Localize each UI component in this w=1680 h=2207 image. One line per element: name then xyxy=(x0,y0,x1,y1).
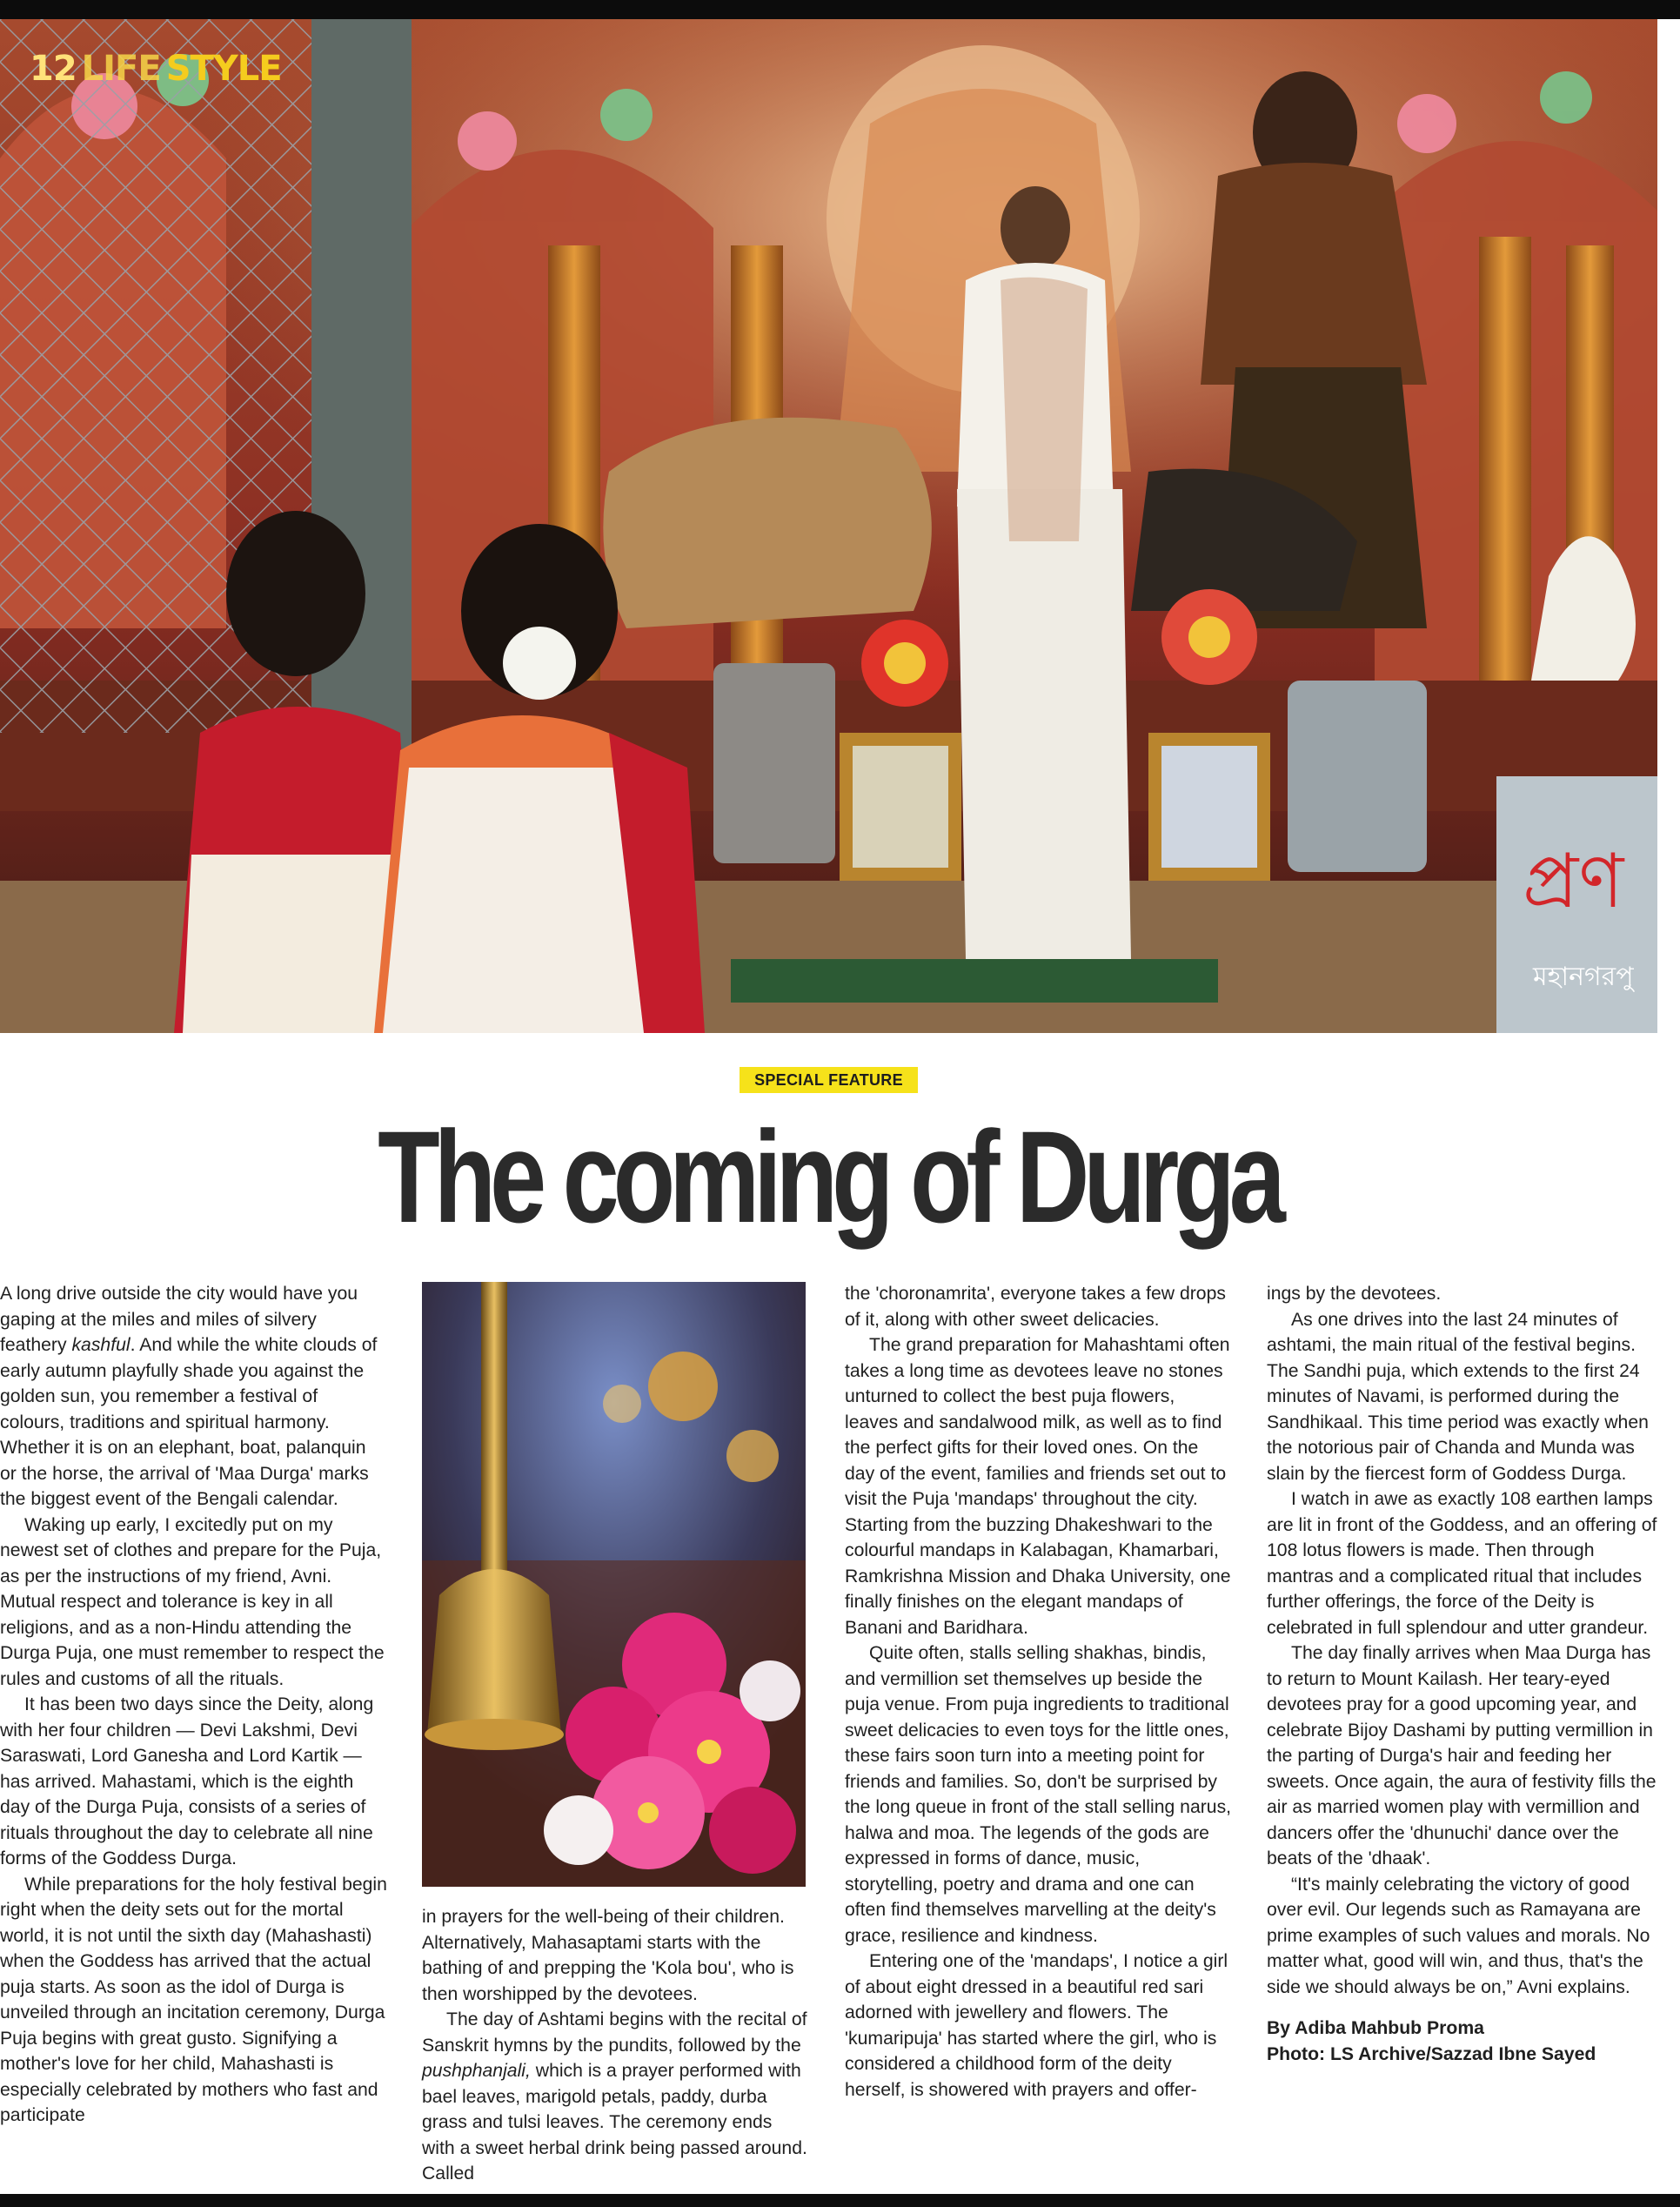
inset-photo xyxy=(422,1282,806,1887)
bottom-border xyxy=(0,2194,1680,2207)
page-number: 12 xyxy=(30,49,77,89)
body-paragraph: Waking up early, I excitedly put on my newest set of clothes and prepare for the Puja, as per the instructions of my friend, Avni. Mutual respect and tolerance is key in all religions, and as a non-Hindu attending the Durga Puja, one must remember to respect the rules and customs of all the rituals. xyxy=(0,1514,385,1689)
body-paragraph: While preparations for the holy festival begin right when the deity sets out for the mortal world, it is not until the sixth day (Mahashasti) when the Goddess has arrived that the actual puja starts. As soon as the idol of Durga is unveiled through an incitation ceremony, Durga Puja begins with great gusto. Signifying a mother's love for her child, Mahashasti is especially celebrated by mothers who fast and participate xyxy=(0,1874,387,2125)
intro-text-b: . And while the white clouds of early autumn playfully shade you against the golden sun, you remember a festival of colours, traditions and spiritual harmony. Whether it is on an elephant, boat, palanquin or the horse, the arrival of 'Maa Durga' marks the biggest event of the Bengali calendar. xyxy=(0,1335,378,1509)
body-paragraph: I watch in awe as exactly 108 earthen lamps are lit in front of the Goddess, and an offering of 108 lotus flowers is made. Then through mantras and a complicated ritual that includes further offerings, the force of the Deity is celebrated in full splendour and utter grandeur. xyxy=(1267,1489,1657,1638)
hero-sign-text: প্রণ xyxy=(1523,838,1624,925)
top-border xyxy=(0,0,1680,19)
ashtami-text-a: The day of Ashtami begins with the recital of Sanskrit hymns by the pundits, followed by the xyxy=(422,2009,807,2056)
hero-sign-subtext: মহানগরপু xyxy=(1533,962,1634,992)
body-paragraph: Quite often, stalls selling shakhas, bindis, and vermillion set themselves up beside the puja venue. From puja ingredients to traditional sweet delicacies to even toys for the little ones, these fairs soon turn into a meeting point for friends and families. So, don't be surprised by the long queue in front of the stall selling narus, halwa and moa. The legends of the gods are expressed in forms of dance, music, storytelling, poetry and drama and one can often find themselves marvelling at the deity's grace, resilience and kindness. xyxy=(845,1643,1232,1946)
body-paragraph: As one drives into the last 24 minutes of ashtami, the main ritual of the festival begins. The Sandhi puja, which extends to the first 24 minutes of Navami, is performed during the Sandhikaal. This time period was exactly when the notorious pair of Chanda and Munda was slain by the fiercest form of Goddess Durga. xyxy=(1267,1309,1649,1484)
ashtami-text-italic: pushphanjali, xyxy=(422,2061,531,2081)
intro-text-a: A long drive outside the city would have you gaping at the miles and miles of silvery feathery xyxy=(0,1284,358,1355)
body-paragraph: the 'choronamrita', everyone takes a few drops of it, along with other sweet delicacies. xyxy=(845,1284,1226,1330)
byline-photo-credit: Photo: LS Archive/Sazzad Ibne Sayed xyxy=(1267,2043,1596,2064)
article-column-4 xyxy=(1267,1281,1657,2067)
article-column-2 xyxy=(422,1904,809,2187)
intro-text-italic: kashful xyxy=(71,1335,131,1355)
article-column-3 xyxy=(845,1281,1232,2103)
body-paragraph: ings by the devotees. xyxy=(1267,1284,1442,1304)
section-label-b: STYLE xyxy=(165,49,282,89)
body-paragraph: The day finally arrives when Maa Durga has to return to Mount Kailash. Her teary-eyed devotees pray for a good upcoming year, and celebrate Bijoy Dashami by putting vermillion in the parting of Durga's hair and feeding her sweets. Once again, the aura of festivity fills the air as married women play with vermillion and dancers offer the 'dhunuchi' dance over the beats of the 'dhaak'. xyxy=(1267,1643,1657,1868)
section-kicker: SPECIAL FEATURE xyxy=(740,1067,918,1093)
body-paragraph: It has been two days since the Deity, along with her four children — Devi Lakshmi, Devi Saraswati, Lord Ganesha and Lord Kartik — has arrived. Mahastami, which is the eighth day of the Durga Puja, consists of a series of rituals throughout the day to celebrate all nine forms of the Goddess Durga. xyxy=(0,1694,374,1868)
byline-author: By Adiba Mahbub Proma xyxy=(1267,2018,1484,2038)
section-label-a: LIFE xyxy=(81,49,161,89)
hero-photo xyxy=(0,19,1657,1033)
ashtami-text-b: which is a prayer performed with bael leaves, marigold petals, paddy, durba grass and tulsi leaves. The ceremony ends with a sweet herbal drink being passed around. Called xyxy=(422,2061,807,2184)
page-folio xyxy=(30,49,282,91)
body-paragraph xyxy=(422,2007,809,2187)
article-headline: The coming of Durga xyxy=(378,1104,1280,1250)
byline xyxy=(1267,2016,1657,2067)
quote-paragraph: “It's mainly celebrating the victory of good over evil. Our legends such as Ramayana are prime examples of such values and morals. No matter what, good will win, and thus, that's the side we should always be on,” Avni explains. xyxy=(1267,1874,1650,1997)
intro-paragraph xyxy=(0,1281,387,1513)
body-paragraph: Entering one of the 'mandaps', I notice a girl of about eight dressed in a beautiful red sari adorned with jewellery and flowers. The 'kumaripuja' has started where the girl, who is considered a childhood form of the deity herself, is showered with prayers and offer- xyxy=(845,1951,1228,2100)
body-paragraph: The grand preparation for Mahashtami often takes a long time as devotees leave no stones unturned to collect the best puja flowers, leaves and sandalwood milk, as well as to find the perfect gifts for their loved ones. On the day of the event, families and friends set out to visit the Puja 'mandaps' throughout the city. Starting from the buzzing Dhakeshwari to the colourful mandaps in Kalabagan, Khamarbari, Ramkrishna Mission and Dhaka University, one finally finishes on the elegant mandaps of Banani and Baridhara. xyxy=(845,1335,1231,1638)
article-column-1 xyxy=(0,1281,387,2129)
body-paragraph: in prayers for the well-being of their children. Alternatively, Mahasaptami starts with the bathing of and prepping the 'Kola bou', who is then worshipped by the devotees. xyxy=(422,1907,794,2004)
